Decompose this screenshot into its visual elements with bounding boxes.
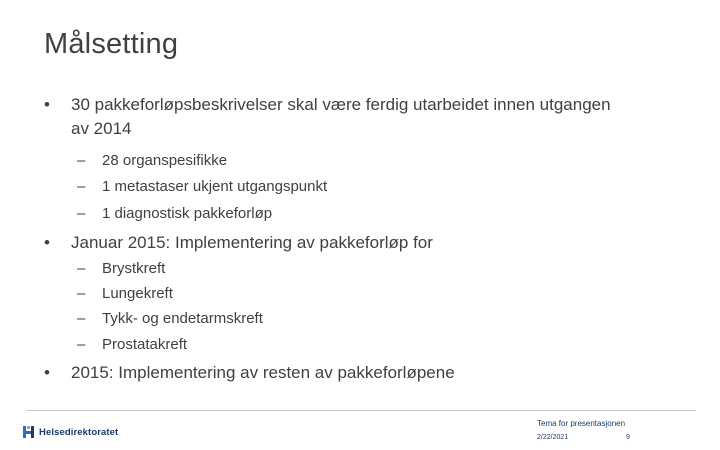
dash-symbol: –	[77, 152, 86, 169]
sub-bullet-item	[77, 204, 272, 224]
sub-bullet-text: 1 diagnostisk pakkeforløp	[102, 205, 273, 222]
dash-symbol: –	[77, 260, 86, 277]
bullet-text: Januar 2015: Implementering av pakkeforløp for	[71, 233, 433, 252]
sub-bullet-text: Brystkreft	[102, 260, 166, 277]
dash-symbol: –	[77, 285, 86, 302]
sub-bullet-text: 28 organspesifikke	[102, 152, 228, 169]
bullet-item	[44, 231, 624, 255]
sub-bullet-item	[77, 284, 173, 304]
dash-symbol: –	[77, 205, 86, 222]
dash-symbol: –	[77, 310, 86, 327]
sub-bullet-text: Prostatakreft	[102, 336, 188, 353]
sub-bullet-item	[77, 177, 327, 197]
dash-symbol: –	[77, 178, 86, 195]
sub-bullet-item	[77, 259, 165, 279]
bullet-symbol: •	[44, 363, 50, 382]
sub-bullet-text: Tykk- og endetarmskreft	[102, 310, 263, 327]
sub-bullet-text: 1 metastaser ukjent utgangspunkt	[102, 178, 328, 195]
bullet-item	[44, 361, 624, 385]
bullet-text: 2015: Implementering av resten av pakkeforløpene	[71, 363, 455, 382]
page-number: 9	[626, 434, 630, 441]
logo-text: Helsedirektoratet	[39, 426, 119, 438]
sub-bullet-item	[77, 151, 227, 171]
helsedirektoratet-logo	[22, 424, 118, 440]
footer-topic: Tema for presentasjonen	[537, 419, 626, 428]
helsedirektoratet-logo-icon	[22, 425, 36, 439]
dash-symbol: –	[77, 336, 86, 353]
sub-bullet-item	[77, 335, 187, 355]
bullet-item	[44, 93, 624, 141]
bullet-symbol: •	[44, 95, 50, 114]
footer-divider	[26, 410, 696, 411]
sub-bullet-text: Lungekreft	[102, 285, 173, 302]
slide-title: Målsetting	[44, 28, 179, 60]
bullet-symbol: •	[44, 233, 50, 252]
footer-date: 2/22/2021	[537, 434, 569, 441]
sub-bullet-item	[77, 309, 263, 329]
bullet-text: 30 pakkeforløpsbeskrivelser skal være ferdig utarbeidet innen utgangen av 2014	[71, 95, 611, 138]
